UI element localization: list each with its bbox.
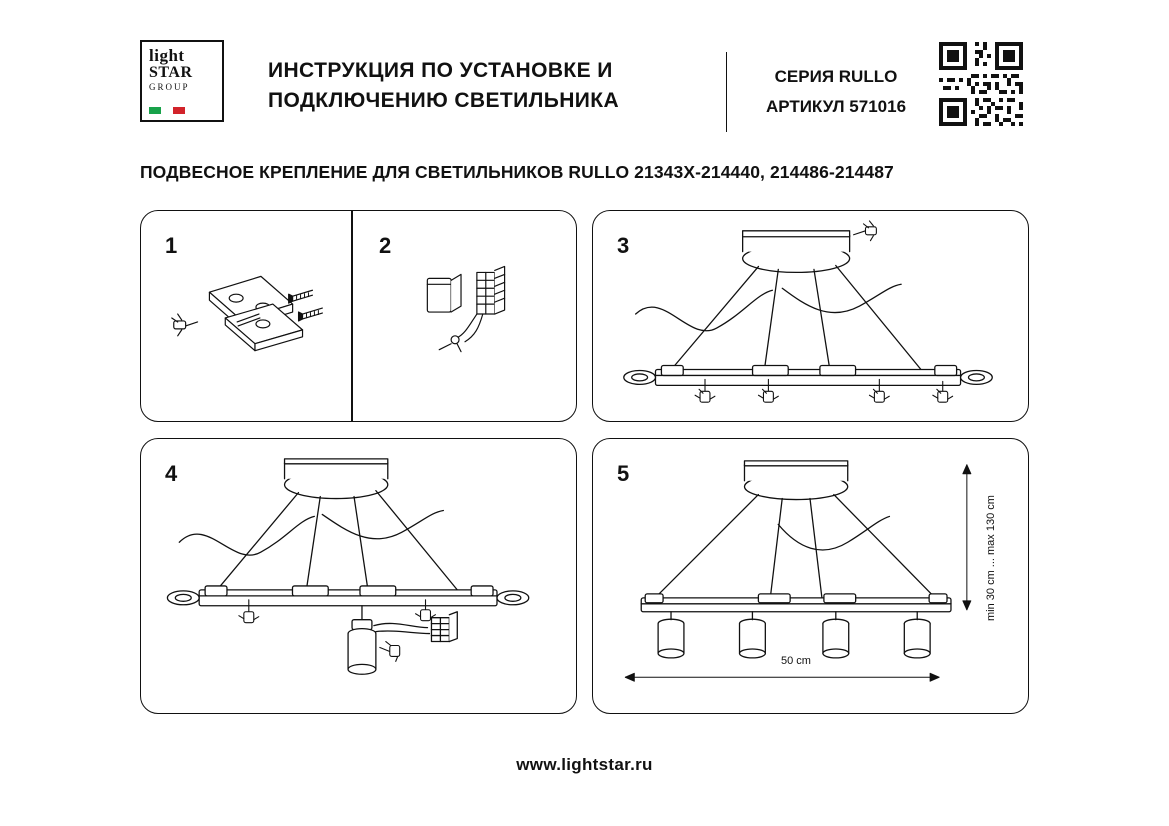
step-panel-5 (592, 438, 1029, 714)
lightstar-logo (140, 40, 224, 122)
italy-flag-icon (149, 107, 185, 114)
product-meta (736, 62, 936, 122)
page-title-line-2: ПОДКЛЮЧЕНИЮ СВЕТИЛЬНИКА (268, 89, 620, 112)
step-number-2: 2 (379, 233, 392, 258)
width-dimension-label: 50 cm (781, 655, 811, 667)
step-panel-1-2 (140, 210, 577, 422)
page-title-line-1: ИНСТРУКЦИЯ ПО УСТАНОВКЕ И (268, 59, 613, 82)
footer-website[interactable]: www.lightstar.ru (516, 755, 653, 774)
step-number-4: 4 (165, 461, 178, 486)
page-title (268, 56, 728, 116)
step-number-3: 3 (617, 233, 630, 258)
step-4-illustration (141, 439, 576, 713)
step-number-5: 5 (617, 461, 630, 486)
series-label: СЕРИЯ RULLO (774, 67, 898, 86)
logo-line-3: GROUP (149, 82, 190, 92)
step-3-illustration (593, 211, 1028, 421)
step-5-illustration (593, 439, 1028, 713)
qr-code-icon (935, 38, 1027, 130)
section-subtitle: ПОДВЕСНОЕ КРЕПЛЕНИЕ ДЛЯ СВЕТИЛЬНИКОВ RULLO 21343Х-214440, 214486-214487 (140, 162, 894, 182)
step-1-2-illustration (141, 211, 576, 421)
step-panel-4 (140, 438, 577, 714)
header-divider (726, 52, 727, 132)
height-dimension-label: min 30 cm ... max 130 cm (985, 495, 997, 621)
logo-line-1: light (149, 46, 185, 65)
page-header (140, 38, 1030, 130)
step-panel-3 (592, 210, 1029, 422)
logo-line-2: STAR (149, 64, 193, 81)
step-number-1: 1 (165, 233, 178, 258)
article-label: АРТИКУЛ 571016 (765, 97, 907, 116)
